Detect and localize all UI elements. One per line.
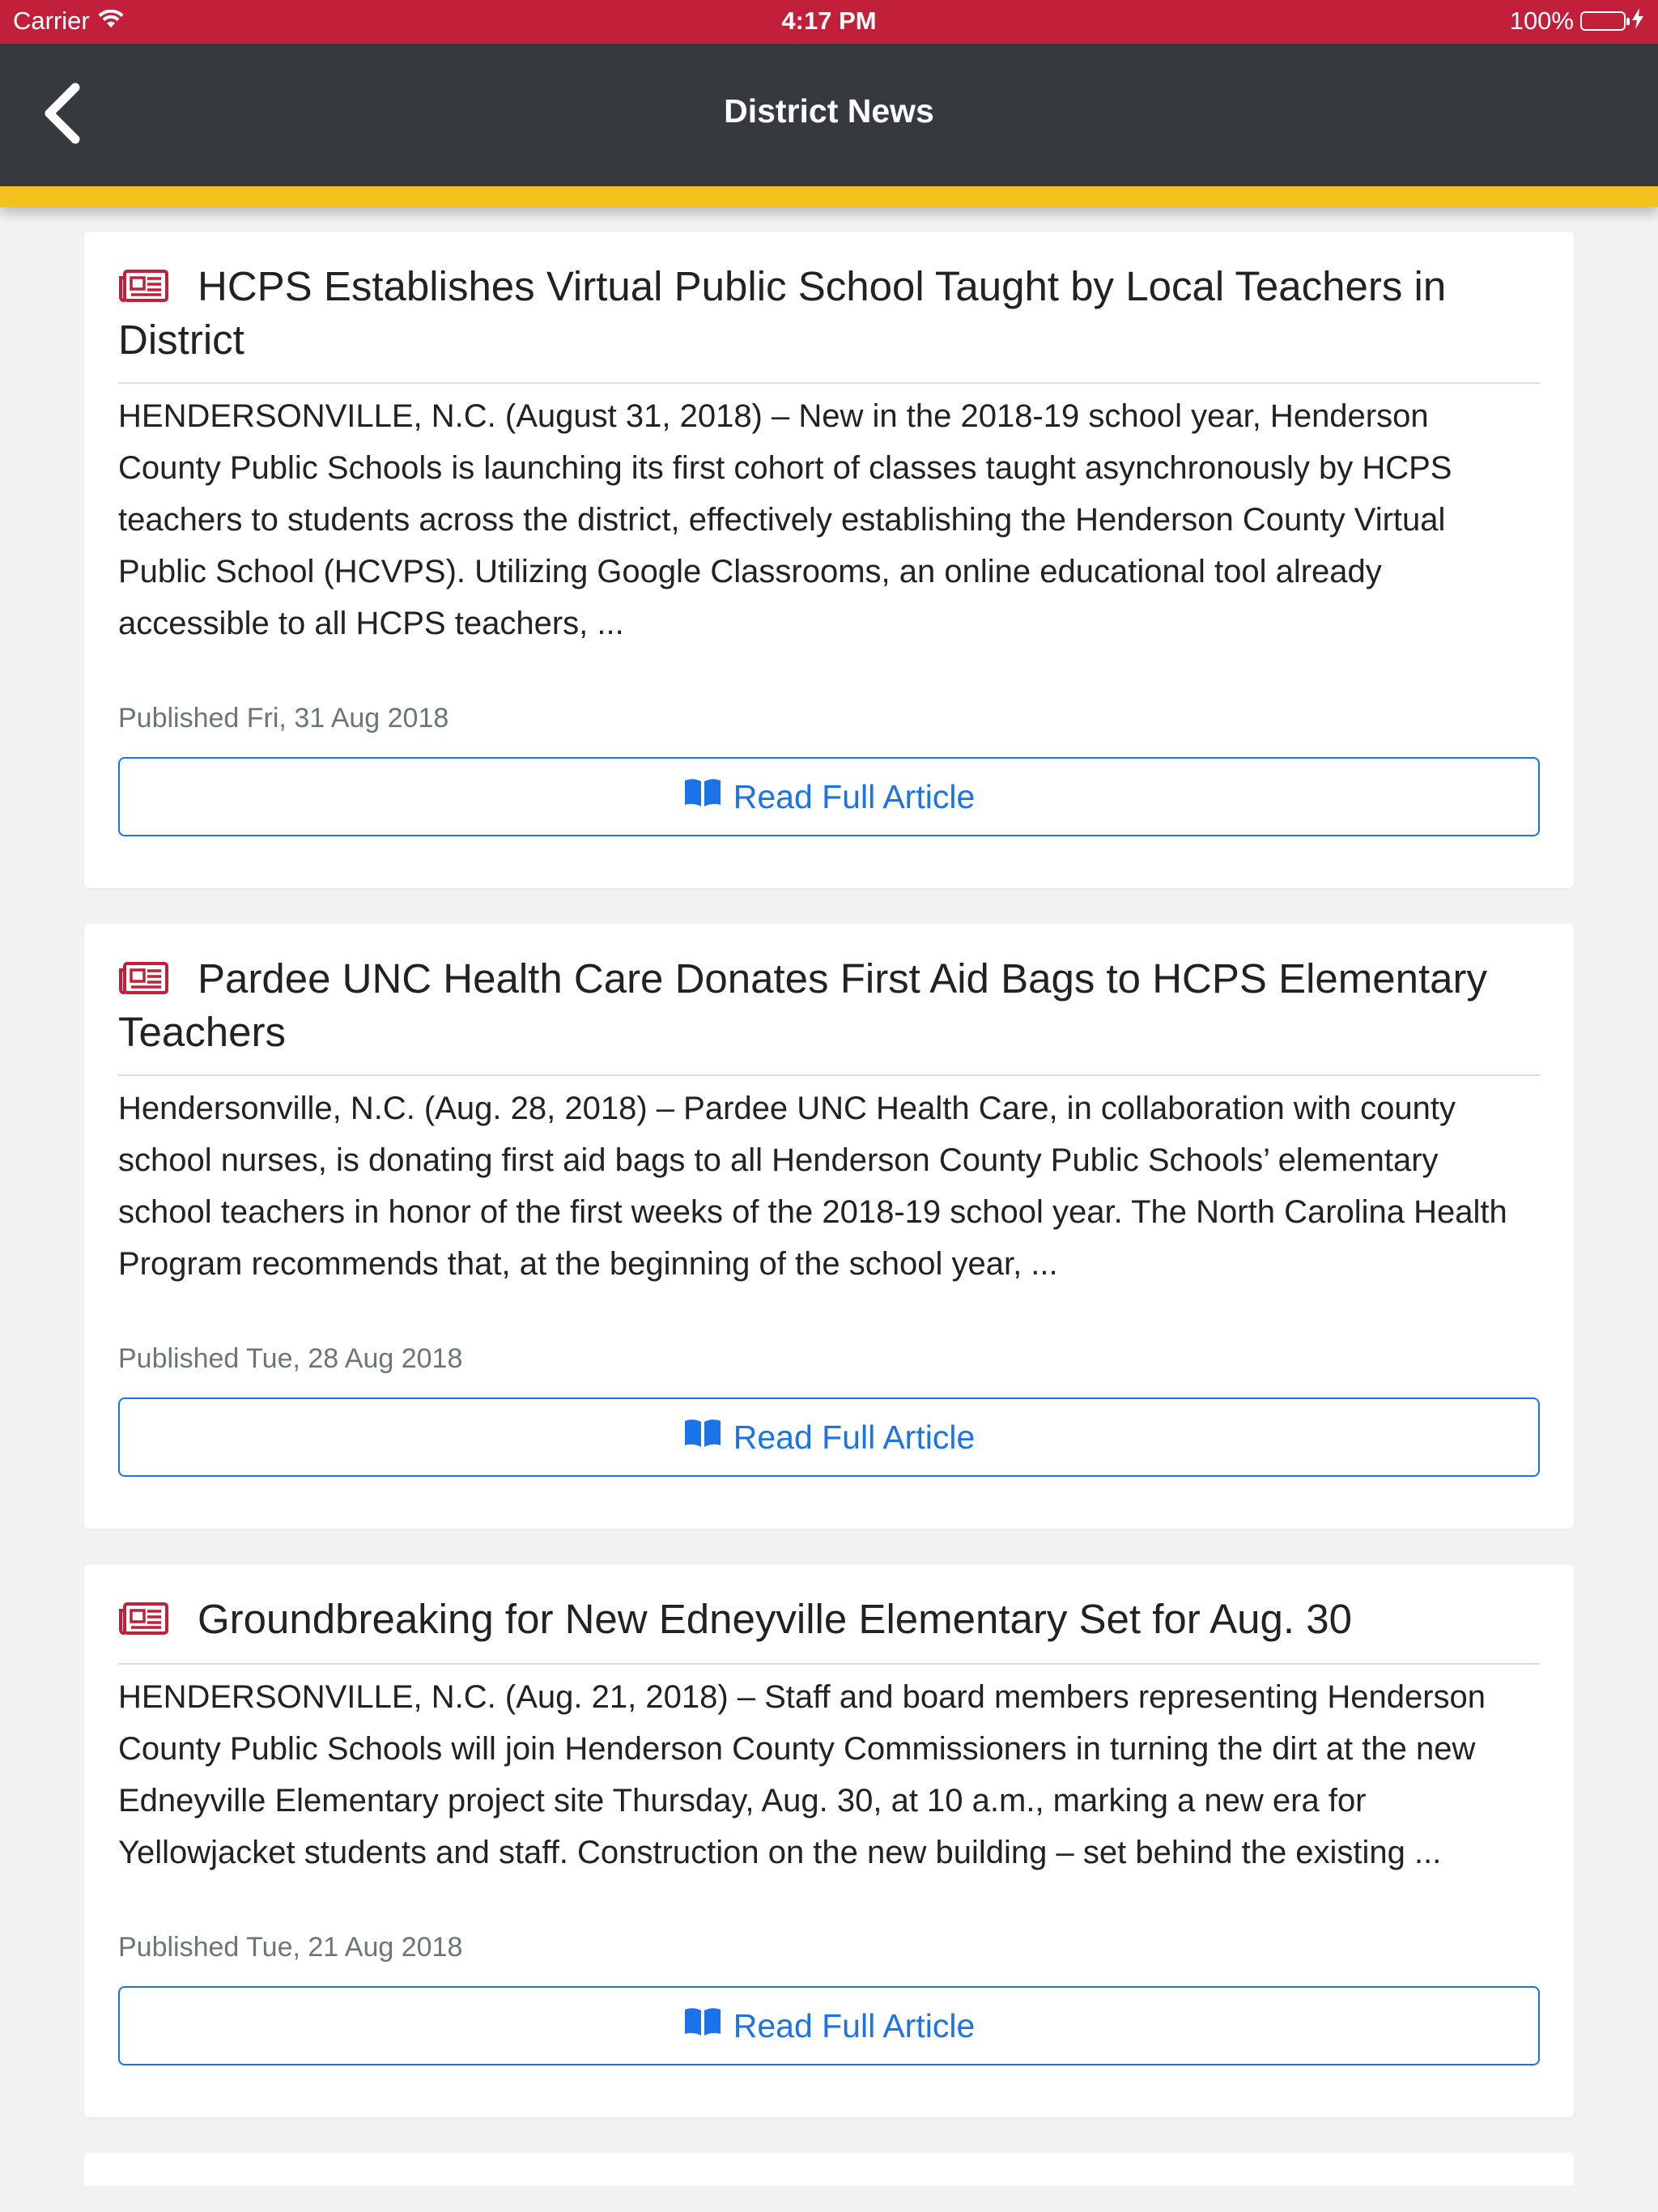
article-title-text: HCPS Establishes Virtual Public School Taught by Local Teachers in District — [118, 263, 1447, 363]
news-card-partial — [84, 2153, 1574, 2185]
article-title-text: Groundbreaking for New Edneyville Elementary Set for Aug. 30 — [198, 1596, 1352, 1642]
status-bar — [0, 0, 1658, 44]
read-full-article-button[interactable] — [118, 757, 1540, 836]
news-card — [84, 1564, 1574, 2117]
newspaper-icon — [118, 955, 168, 1006]
read-full-article-label: Read Full Article — [733, 1418, 976, 1456]
news-card — [84, 232, 1574, 888]
news-feed[interactable] — [84, 232, 1574, 2185]
article-summary: HENDERSONVILLE, N.C. (Aug. 21, 2018) – Staff and board members representing Henderson County Public Schools will join Henderson County Commissioners in turning the dirt at the new Edneyville Elementary project site Thursday, Aug. 30, at 10 a.m., marking a new era for Yellowjacket students and staff. Construction on the new building – set behind the existing ... — [118, 1679, 1486, 1870]
article-title-text: Pardee UNC Health Care Donates First Aid Bags to HCPS Elementary Teachers — [118, 955, 1488, 1055]
read-full-article-label: Read Full Article — [733, 2006, 976, 2044]
open-book-icon — [683, 2006, 722, 2045]
carrier-label: Carrier — [13, 6, 90, 35]
article-title — [118, 1593, 1540, 1665]
battery-icon — [1580, 11, 1626, 31]
read-full-article-button[interactable] — [118, 1397, 1540, 1477]
nav-accent-stripe — [0, 186, 1658, 207]
newspaper-icon — [118, 262, 168, 314]
article-summary: HENDERSONVILLE, N.C. (August 31, 2018) – New in the 2018-19 school year, Henderson County Public Schools is launching its first cohort of classes taught asynchronously by HCPS teachers to students across the district, effectively establishing the Henderson County Virtual Public School (HCVPS). Utilizing Google Classrooms, an online educational tool already accessible to all HCPS teachers, ... — [118, 398, 1452, 641]
news-card — [84, 924, 1574, 1529]
article-summary: Hendersonville, N.C. (Aug. 28, 2018) – Pardee UNC Health Care, in collaboration with county school nurses, is donating first aid bags to all Henderson County Public Schools’ elementary school teachers in honor of the first weeks of the 2018-19 school year. The North Carolina Health Program recommends that, at the beginning of the school year, ... — [118, 1091, 1507, 1282]
article-published-date: Published Tue, 21 Aug 2018 — [118, 1932, 463, 1963]
page-title: District News — [724, 92, 934, 130]
article-published-date: Published Tue, 28 Aug 2018 — [118, 1343, 463, 1374]
charging-bolt-icon — [1632, 6, 1643, 36]
open-book-icon — [683, 1418, 722, 1457]
read-full-article-button[interactable] — [118, 1986, 1540, 2065]
battery-percent: 100% — [1509, 6, 1574, 35]
open-book-icon — [683, 777, 722, 816]
article-title — [118, 261, 1540, 384]
article-published-date: Published Fri, 31 Aug 2018 — [118, 703, 449, 734]
battery-group — [1510, 6, 1643, 36]
navigation-bar — [0, 44, 1658, 186]
article-title — [118, 953, 1540, 1076]
status-time: 4:17 PM — [781, 6, 877, 35]
read-full-article-label: Read Full Article — [733, 777, 976, 815]
newspaper-icon — [118, 1595, 168, 1647]
